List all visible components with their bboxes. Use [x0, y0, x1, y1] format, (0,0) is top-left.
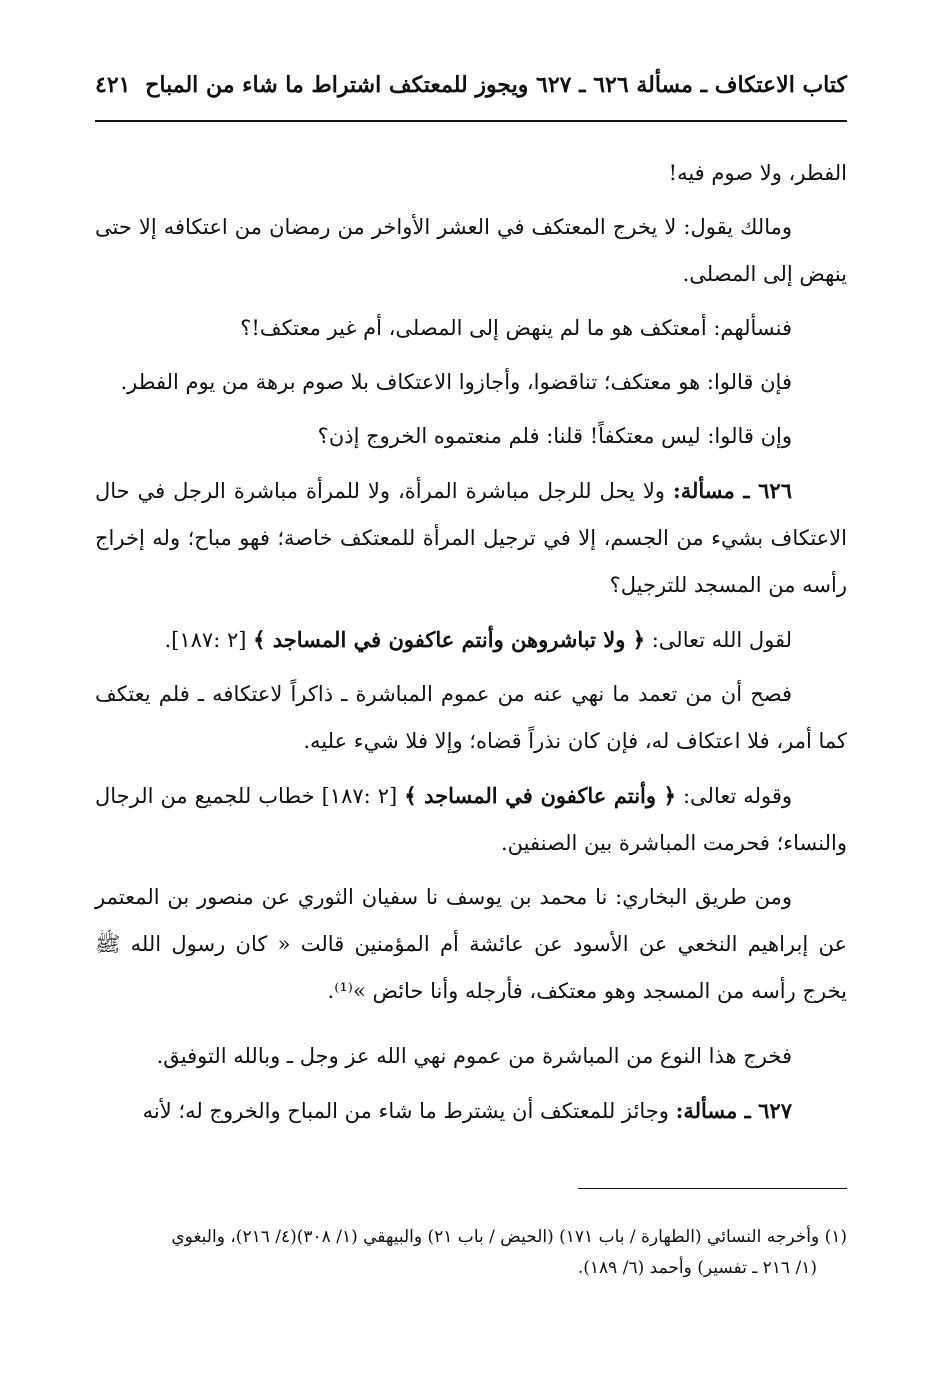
- paragraph: [95, 359, 847, 406]
- verse-reference: [٢ :١٨٧].: [164, 628, 247, 652]
- paragraph-text: الفطر، ولا صوم فيه!: [668, 161, 847, 185]
- main-text: [95, 150, 847, 1142]
- paragraph: [95, 204, 847, 298]
- verse-paragraph: [95, 772, 847, 867]
- hadith-paragraph: [95, 874, 847, 1015]
- issue-number: ٦٢٧ ـ مسألة:: [675, 1098, 792, 1123]
- paragraph-text: وجائز للمعتكف أن يشترط ما شاء من المباح والخروج له؛ لأنه: [142, 1099, 669, 1123]
- paragraph-text: فخرج هذا النوع من المباشرة من عموم نهي الله عز وجل ـ وبالله التوفيق.: [156, 1044, 792, 1068]
- paragraph-text: فصح أن من تعمد ما نهي عنه من عموم المباشرة ـ ذاكراً لاعتكافه ـ فلم يعتكف كما أمر، فلا اعتكاف له، فإن كان نذراً قضاه؛ وإلا فلا شيء عليه.: [95, 682, 847, 753]
- paragraph: [95, 305, 847, 352]
- quran-verse: ﴿ ولا تباشروهن وأنتم عاكفون في المساجد ﴾: [253, 627, 646, 652]
- paragraph: [95, 150, 847, 197]
- paragraph-text: فنسألهم: أمعتكف هو ما لم ينهض إلى المصلى، أم غير معتكف!؟: [240, 316, 792, 340]
- running-header: [95, 68, 847, 112]
- issue-paragraph: [95, 1087, 847, 1135]
- issue-paragraph: [95, 467, 847, 609]
- header-title: كتاب الاعتكاف ـ مسألة ٦٢٦ ـ ٦٢٧ ويجوز للمعتكف اشتراط ما شاء من المباح: [145, 72, 847, 98]
- issue-number: ٦٢٦ ـ مسألة:: [672, 478, 792, 503]
- paragraph-text: ولا يحل للرجل مباشرة المرأة، ولا للمرأة مباشرة الرجل في حال الاعتكاف بشيء من الجسم، إلا في ترجيل المرأة للمعتكف خاصة؛ فهو مباح؛ وله إخراج رأسه من المسجد للترجيل؟: [95, 479, 847, 597]
- paragraph-text: ومالك يقول: لا يخرج المعتكف في العشر الأواخر من رمضان من اعتكافه إلا حتى ينهض إلى المصلى.: [95, 215, 847, 286]
- verse-reference: [٢ :١٨٧] خطاب للجميع من الرجال والنساء؛ فحرمت المباشرة بين الصنفين.: [95, 784, 847, 855]
- footnote-line: (١/ ٢١٦ ـ تفسير) وأحمد (٦/ ١٨٩).: [577, 1258, 817, 1278]
- verse-paragraph: [95, 616, 847, 664]
- paragraph-text: فإن قالوا: هو معتكف؛ تناقضوا، وأجازوا الاعتكاف بلا صوم برهة من يوم الفطر.: [120, 370, 792, 394]
- paragraph-text: ومن طريق البخاري: نا محمد بن يوسف نا سفيان الثوري عن منصور بن المعتمر عن إبراهيم النخعي عن الأسود عن عائشة أم المؤمنين قالت « كان رسول الله ﷺ يخرج رأسه من المسجد وهو معتكف، فأرجله وأنا حائض »⁽¹⁾.: [95, 885, 847, 1003]
- page-number: ٤٢١: [95, 72, 131, 98]
- footnote-line: (١) وأخرجه النسائي (الطهارة / باب ١٧١) (الحيض / باب ٢١) والبيهقي (١/ ٣٠٨)(٤/ ٢١٦)، والبغوي: [171, 1227, 847, 1247]
- paragraph: [95, 1033, 847, 1080]
- footnote-rule: [578, 1188, 847, 1189]
- paragraph: [95, 671, 847, 765]
- paragraph-text: وإن قالوا: ليس معتكفاً! قلنا: فلم منعتموه الخروج إذن؟: [317, 424, 792, 448]
- header-rule: [95, 120, 847, 122]
- verse-lead: وقوله تعالى:: [682, 784, 792, 808]
- verse-lead: لقول الله تعالى:: [651, 628, 792, 652]
- footnote: [95, 1222, 847, 1284]
- paragraph: [95, 413, 847, 460]
- quran-verse: ﴿ وأنتم عاكفون في المساجد ﴾: [404, 783, 676, 808]
